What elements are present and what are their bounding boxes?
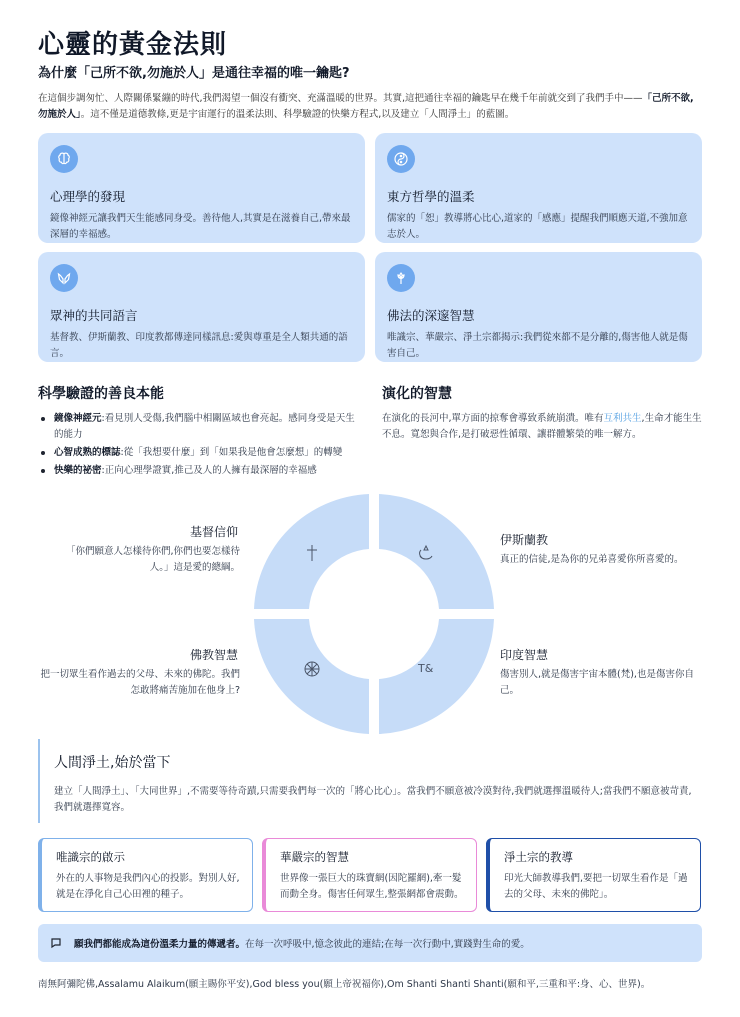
card-title: 東方哲學的溫柔	[387, 189, 475, 204]
praying-hands-icon	[50, 264, 78, 292]
ring-segment-hinduism	[379, 619, 494, 734]
school-card-huayan	[262, 838, 477, 912]
dharma-wheel-icon	[305, 662, 319, 676]
list-item: 快樂的祕密:正向心理學證實,推己及人的人擁有最深層的幸福感	[38, 463, 358, 479]
ring-segment-islam	[379, 494, 494, 609]
faith-desc-christianity: 「你們願意人怎樣待你們,你們也要怎樣待人。」這是愛的總綱。	[65, 546, 240, 573]
school-card-pure-land	[486, 838, 701, 912]
card-title: 眾神的共同語言	[50, 308, 138, 323]
page-subtitle: 為什麼「己所不欲,勿施於人」是通往幸福的唯一鑰匙?	[38, 66, 350, 81]
school-desc: 印光大師教導我們,要把一切眾生看作是「過去的父母、未來的佛陀」。	[504, 873, 688, 900]
card-title: 佛法的深邃智慧	[387, 308, 475, 323]
science-heading: 科學驗證的善良本能	[38, 386, 164, 402]
faith-title-hinduism: 印度智慧	[500, 648, 549, 662]
list-item: 鏡像神經元:看見別人受傷,我們腦中相關區域也會亮起。感同身受是天生的能力	[38, 411, 358, 443]
card-gods-common-language	[38, 252, 365, 362]
card-desc: 鏡像神經元讓我們天生能感同身受。善待他人,其實是在滋養自己,帶來最深層的幸福感。	[50, 213, 351, 240]
faith-desc-buddhism: 把一切眾生看作過去的父母、未來的佛陀。我們怎敢將痛苦施加在他身上?	[40, 669, 240, 696]
school-card-yogacara	[38, 838, 253, 912]
school-title: 淨土宗的教導	[504, 850, 573, 864]
highlight-text: 互利共生	[603, 413, 642, 424]
pure-land-paragraph: 建立「人間淨土」、「大同世界」,不需要等待奇蹟,只需要我們每一次的「將心比心」。當我們不願意被冷漠對待,我們就選擇溫暖待人;當我們不願意被苛責,我們就選擇寬容。	[54, 786, 692, 813]
school-title: 唯識宗的啟示	[56, 850, 125, 864]
ring-segment-buddhism	[254, 619, 369, 734]
quote-icon	[50, 937, 62, 949]
card-title: 心理學的發現	[50, 189, 126, 204]
closing-callout: 願我們都能成為這份溫柔力量的傳遞者。在每一次呼吸中,憶念彼此的連結;在每一次行動中,實踐對生命的愛。	[38, 924, 702, 962]
svg-text:T&: T&	[418, 662, 434, 675]
intro-paragraph: 在這個步調匆忙、人際關係緊繃的時代,我們渴望一個沒有衝突、充滿溫暖的世界。其實,這把通往幸福的鑰匙早在幾千年前就交到了我們手中——「己所不欲,勿施於人」。這不僅是道德教條,更是宇宙運行的溫柔法則、科學驗證的快樂方程式,以及建立「人間淨土」的藍圖。	[38, 93, 694, 120]
school-desc: 世界像一張巨大的珠寶網(因陀羅網),牽一髮而動全身。傷害任何眾生,整張網都會震動。	[280, 873, 464, 900]
card-desc: 基督教、伊斯蘭教、印度教都傳達同樣訊息:愛與尊重是全人類共通的語言。	[50, 332, 348, 359]
school-title: 華嚴宗的智慧	[280, 850, 349, 864]
evolution-paragraph: 在演化的長河中,單方面的掠奪會導致系統崩潰。唯有互利共生,生命才能生生不息。寬恕與合作,是打破惡性循環、讓群體繁榮的唯一解方。	[382, 413, 702, 440]
list-item: 心智成熟的標誌:從「我想要什麼」到「如果我是他會怎麼想」的轉變	[38, 445, 358, 461]
card-buddhist-wisdom	[375, 252, 702, 362]
faith-title-islam: 伊斯蘭教	[500, 533, 549, 547]
card-desc: 唯識宗、華嚴宗、淨土宗都揭示:我們從來都不是分離的,傷害他人就是傷害自己。	[387, 332, 688, 359]
evolution-heading: 演化的智慧	[382, 386, 452, 402]
card-desc: 儒家的「恕」教導將心比心,道家的「感應」提醒我們順應天道,不強加意志於人。	[387, 213, 688, 240]
faith-title-christianity: 基督信仰	[189, 525, 238, 539]
card-psychology	[38, 133, 365, 243]
faith-ring-diagram	[254, 494, 494, 734]
card-eastern-philosophy	[375, 133, 702, 243]
faith-desc-islam: 真正的信徒,是為你的兄弟喜愛你所喜愛的。	[500, 554, 684, 565]
page-title: 心靈的黃金法則	[38, 30, 228, 60]
pure-land-heading: 人間淨土,始於當下	[54, 755, 171, 771]
brain-icon	[50, 145, 78, 173]
faith-desc-hinduism: 傷害別人,就是傷害宇宙本體(梵),也是傷害你自己。	[500, 669, 694, 696]
school-desc: 外在的人事物是我們內心的投影。對別人好,就是在淨化自己心田裡的種子。	[56, 873, 240, 900]
footer-blessing: 南無阿彌陀佛,Assalamu Alaikum(願主賜你平安),God bless you(願上帝祝福你),Om Shanti Shanti Shanti(願和平,三重和平:身、心、世界)。	[38, 979, 651, 990]
lotus-icon	[387, 264, 415, 292]
section-divider	[38, 739, 40, 823]
science-bullet-list	[38, 411, 358, 481]
faith-title-buddhism: 佛教智慧	[189, 648, 238, 662]
om-icon	[417, 662, 434, 675]
yin-yang-icon	[387, 145, 415, 173]
